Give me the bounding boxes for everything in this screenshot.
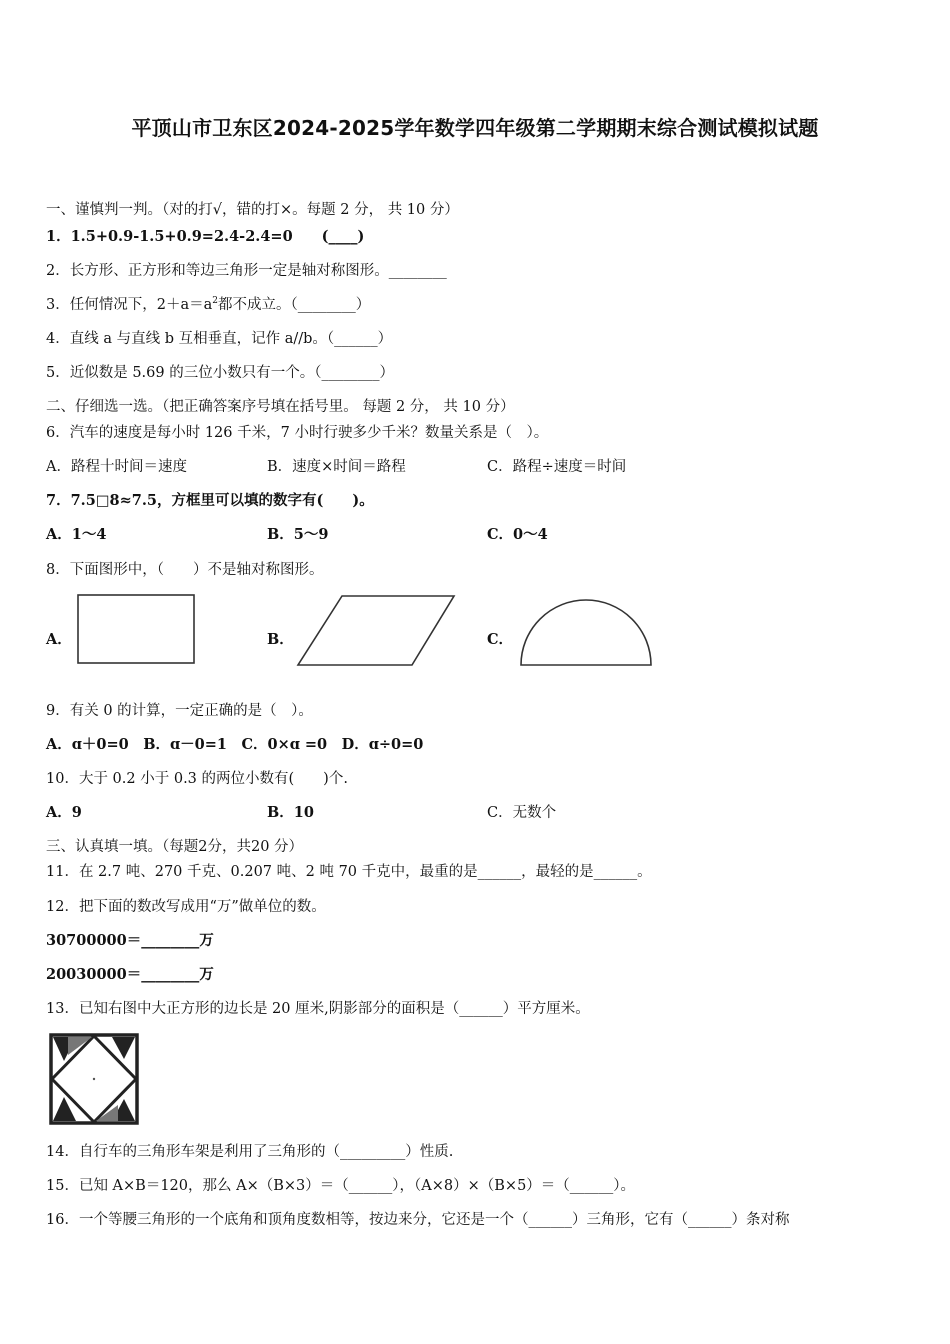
question-9: 9．有关 0 的计算，一定正确的是（ ）。 [46,703,313,719]
rectangle-figure [74,590,198,668]
question-5: 5．近似数是 5.69 的三位小数只有一个。（________） [46,365,394,381]
question-3-exponent: 2 [212,296,218,306]
question-12: 12．把下面的数改写成用“万”做单位的数。 [46,899,326,915]
question-14: 14．自行车的三角形车架是利用了三角形的（_________）性质. [46,1144,454,1160]
question-2: 2．长方形、正方形和等边三角形一定是轴对称图形。________ [46,263,447,279]
question-11: 11．在 2.7 吨、270 千克、0.207 吨、2 吨 70 千克中，最重的是______，最轻的是______。 [46,864,652,880]
question-15: 15．已知 A×B＝120，那么 A×（B×3）＝（______），（A×8）×（B×5）＝（______）。 [46,1178,636,1194]
square-shading-figure [46,1031,142,1129]
question-10-option-a: A．9 [46,804,82,821]
question-10-option-b: B．10 [267,804,314,821]
question-12-item-1: 30700000＝________万 [46,932,214,949]
question-4: 4．直线 a 与直线 b 互相垂直，记作 a//b。（______） [46,331,393,347]
question-6: 6．汽车的速度是每小时 126 千米，7 小时行驶多少千米？数量关系是（ ）。 [46,425,549,441]
question-9-options: A．ɑ＋0=0 B．ɑ－0=1 C．0×ɑ =0 D．ɑ÷0=0 [46,736,424,753]
question-16: 16．一个等腰三角形的一个底角和顶角度数相等，按边来分，它还是一个（______）三角形，它有（______）条对称 [46,1212,790,1228]
question-7-option-b: B．5～9 [267,526,329,543]
question-8-option-a: A． [46,631,72,648]
question-12-item-2: 20030000＝________万 [46,966,214,983]
question-7-option-c: C．0～4 [487,526,548,543]
question-10: 10．大于 0.2 小于 0.3 的两位小数有( )个. [46,771,348,787]
question-8-option-b: B． [267,631,294,648]
question-8-option-c: C． [487,631,514,648]
page-title: 平顶山市卫东区2024-2025学年数学四年级第二学期期末综合测试模拟试题 [131,116,819,140]
section-2-heading: 二、仔细选一选。（把正确答案序号填在括号里。 每题 2 分， 共 10 分） [46,399,515,415]
question-6-option-a: A．路程十时间＝速度 [46,459,187,475]
question-10-option-c: C．无数个 [487,805,557,821]
semicircle-figure [516,592,656,672]
question-6-option-b: B．速度×时间＝路程 [267,459,406,475]
question-7: 7．7.5□8≈7.5，方框里可以填的数字有( )。 [46,492,374,509]
section-1-heading: 一、谨慎判一判。（对的打√，错的打×。每题 2 分， 共 10 分） [46,202,459,218]
question-6-option-c: C．路程÷速度＝时间 [487,459,627,475]
question-8: 8．下面图形中，（ ）不是轴对称图形。 [46,562,324,578]
parallelogram-figure [294,590,460,670]
question-7-option-a: A．1～4 [46,526,107,543]
question-3-tail: 都不成立。（________） [217,297,371,313]
question-3 [46,295,370,315]
question-1: 1．1.5+0.9-1.5+0.9=2.4-2.4=0 (____) [46,228,365,245]
question-13: 13．已知右图中大正方形的边长是 20 厘米,阴影部分的面积是（______）平方厘米。 [46,1001,590,1017]
section-3-heading: 三、认真填一填。（每题2分，共20 分） [46,839,304,855]
question-3-text: 3．任何情况下，2＋a＝a [46,297,213,313]
